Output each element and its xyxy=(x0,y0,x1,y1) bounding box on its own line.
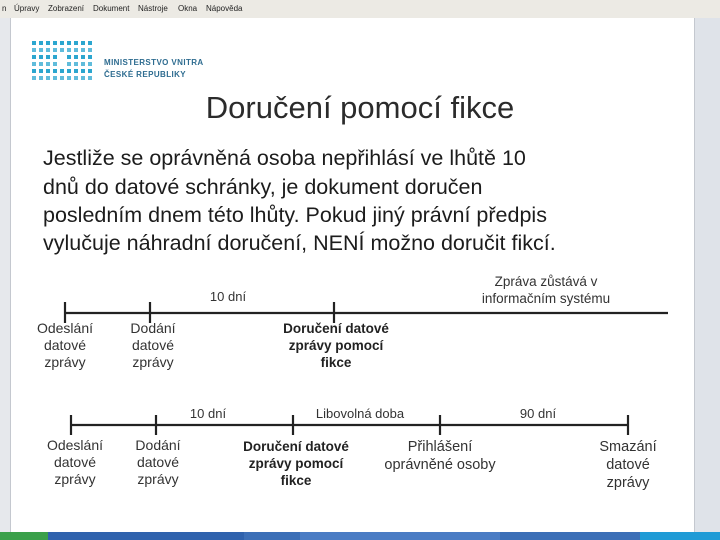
timeline-2-event-fiction xyxy=(226,438,366,489)
event-line: Přihlášení xyxy=(407,439,473,455)
timeline-1-note-line-1: Zpráva zůstává v xyxy=(494,274,598,289)
event-line: zprávy xyxy=(137,471,179,487)
slide-title: Doručení pomocí fikce xyxy=(205,90,515,125)
event-line: oprávněné osoby xyxy=(384,457,496,473)
body-text-line-2: dnů do datové schránky, je dokument doručen xyxy=(43,175,483,199)
event-line: zprávy xyxy=(44,354,86,370)
event-line: datové xyxy=(606,457,650,473)
event-line: Smazání xyxy=(599,439,657,455)
event-line: datové xyxy=(136,454,180,470)
event-line: Dodání xyxy=(135,437,181,453)
event-line: Doručení datové xyxy=(283,321,389,336)
event-line: datové xyxy=(53,454,97,470)
event-line: zprávy pomocí xyxy=(288,338,384,353)
event-line: Odeslání xyxy=(46,437,104,453)
event-line: zprávy xyxy=(606,475,650,491)
menu-item-tools[interactable]: Nástroje xyxy=(138,4,168,13)
ministry-name-line1: MINISTERSTVO VNITRA xyxy=(104,58,204,67)
event-line: fikce xyxy=(320,355,352,370)
event-line: Doručení datové xyxy=(243,439,349,454)
event-line: datové xyxy=(43,337,87,353)
timeline-1-note-line-2: informačním systému xyxy=(481,291,611,306)
timeline-2-event-send xyxy=(35,437,115,488)
event-line: fikce xyxy=(280,473,312,488)
event-line: zprávy xyxy=(132,354,174,370)
timeline-2-event-login xyxy=(362,438,518,474)
menu-item-view[interactable]: Zobrazení xyxy=(48,4,85,13)
timeline-1-event-send xyxy=(25,320,105,371)
timeline-1-segment-label: 10 dní xyxy=(209,289,247,304)
event-line: datové xyxy=(131,337,175,353)
event-line: Dodání xyxy=(130,320,176,336)
event-line: Odeslání xyxy=(36,320,94,336)
timeline-2-event-delete xyxy=(584,438,672,492)
menu-item-document[interactable]: Dokument xyxy=(93,4,130,13)
timeline-2-segment-label-2: Libovolná doba xyxy=(315,406,405,421)
event-line: zprávy xyxy=(54,471,96,487)
body-text-line-4: vylučuje náhradní doručení, NENÍ možno doručit fikcí. xyxy=(43,231,556,255)
taskbar-strip xyxy=(0,532,720,540)
menu-item-window[interactable]: Okna xyxy=(178,4,198,13)
timeline-2-segment-label-3: 90 dní xyxy=(519,406,557,421)
body-text-line-3: posledním dnem této lhůty. Pokud jiný právní předpis xyxy=(43,203,547,227)
menu-item-help[interactable]: Nápověda xyxy=(206,4,243,13)
menu-item-edit[interactable]: Úpravy xyxy=(14,4,40,13)
timeline-1-event-deliver xyxy=(113,320,193,371)
timeline-2-event-deliver xyxy=(118,437,198,488)
menu-item-file-fragment[interactable]: n xyxy=(2,4,7,13)
body-text-line-1: Jestliže se oprávněná osoba nepřihlásí ve lhůtě 10 xyxy=(43,146,526,170)
timeline-2-segment-label-1: 10 dní xyxy=(189,406,227,421)
timeline-1-event-fiction xyxy=(266,320,406,371)
event-line: zprávy pomocí xyxy=(248,456,344,471)
timeline-1-note xyxy=(458,273,634,307)
ministry-name-line2: ČESKÉ REPUBLIKY xyxy=(104,70,187,79)
